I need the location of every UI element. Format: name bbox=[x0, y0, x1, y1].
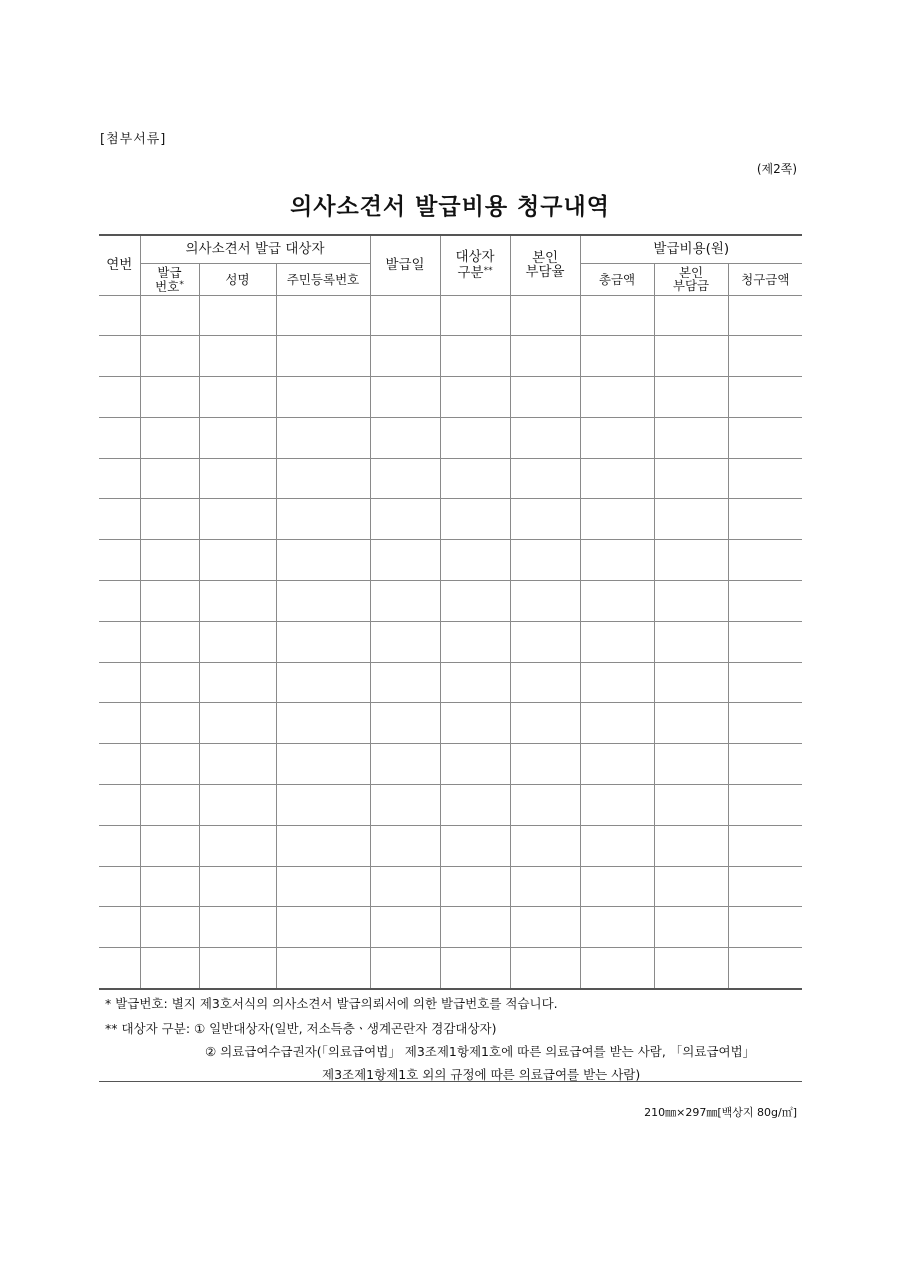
cell-copay-rate[interactable] bbox=[510, 458, 580, 499]
cell-name[interactable] bbox=[199, 703, 276, 744]
cell-claim[interactable] bbox=[728, 581, 802, 622]
cell-issue-date[interactable] bbox=[370, 295, 440, 336]
header-name: 성명 bbox=[199, 263, 276, 295]
header-issue-no-line2: 번호 bbox=[155, 278, 180, 294]
cell-copay[interactable] bbox=[654, 499, 728, 540]
cell-name[interactable] bbox=[199, 458, 276, 499]
cell-issue-no[interactable] bbox=[140, 581, 199, 622]
header-category-line2: 구분 bbox=[457, 265, 484, 282]
cell-issue-no[interactable] bbox=[140, 662, 199, 703]
cell-issue-no[interactable] bbox=[140, 785, 199, 826]
header-copay-rate bbox=[510, 235, 580, 295]
cell-issue-date[interactable] bbox=[370, 785, 440, 826]
header-category-mark: ** bbox=[483, 266, 493, 277]
cell-category[interactable] bbox=[440, 295, 510, 336]
cell-rrn[interactable] bbox=[276, 540, 370, 581]
cell-claim[interactable] bbox=[728, 785, 802, 826]
cell-category[interactable] bbox=[440, 540, 510, 581]
bottom-divider bbox=[99, 1081, 802, 1082]
note-category: ** 대상자 구분: ① 일반대상자(일반, 저소득층ㆍ생계곤란자 경감대상자) bbox=[105, 1021, 497, 1036]
cell-issue-date[interactable] bbox=[370, 825, 440, 866]
cell-issue-date[interactable] bbox=[370, 581, 440, 622]
cell-seq[interactable] bbox=[99, 866, 140, 907]
cell-issue-date[interactable] bbox=[370, 948, 440, 989]
cell-copay[interactable] bbox=[654, 825, 728, 866]
cell-total[interactable] bbox=[580, 621, 654, 662]
table-row bbox=[99, 825, 802, 866]
header-issue-no-line1: 발급 bbox=[157, 264, 182, 280]
cell-category[interactable] bbox=[440, 948, 510, 989]
cell-rrn[interactable] bbox=[276, 785, 370, 826]
cell-total[interactable] bbox=[580, 336, 654, 377]
cell-total[interactable] bbox=[580, 744, 654, 785]
cell-category[interactable] bbox=[440, 336, 510, 377]
header-issue-date: 발급일 bbox=[370, 235, 440, 295]
cell-claim[interactable] bbox=[728, 295, 802, 336]
cell-copay[interactable] bbox=[654, 295, 728, 336]
cell-issue-no[interactable] bbox=[140, 336, 199, 377]
cell-issue-no[interactable] bbox=[140, 621, 199, 662]
cell-issue-date[interactable] bbox=[370, 744, 440, 785]
cell-copay[interactable] bbox=[654, 662, 728, 703]
cell-seq[interactable] bbox=[99, 540, 140, 581]
cell-rrn[interactable] bbox=[276, 377, 370, 418]
cell-rrn[interactable] bbox=[276, 948, 370, 989]
cell-seq[interactable] bbox=[99, 499, 140, 540]
cell-category[interactable] bbox=[440, 703, 510, 744]
cell-seq[interactable] bbox=[99, 458, 140, 499]
cell-total[interactable] bbox=[580, 703, 654, 744]
cell-seq[interactable] bbox=[99, 295, 140, 336]
header-copay bbox=[654, 263, 728, 295]
cell-copay[interactable] bbox=[654, 336, 728, 377]
cell-rrn[interactable] bbox=[276, 458, 370, 499]
cell-seq[interactable] bbox=[99, 744, 140, 785]
cell-total[interactable] bbox=[580, 825, 654, 866]
cell-total[interactable] bbox=[580, 866, 654, 907]
note-issue-number: * 발급번호: 별지 제3호서식의 의사소견서 발급의뢰서에 의한 발급번호를 적습니다. bbox=[105, 996, 558, 1011]
cell-issue-date[interactable] bbox=[370, 621, 440, 662]
cell-total[interactable] bbox=[580, 295, 654, 336]
header-target-group: 의사소견서 발급 대상자 bbox=[140, 235, 370, 263]
cell-issue-date[interactable] bbox=[370, 866, 440, 907]
cell-name[interactable] bbox=[199, 499, 276, 540]
cell-seq[interactable] bbox=[99, 621, 140, 662]
cell-issue-no[interactable] bbox=[140, 377, 199, 418]
cell-copay[interactable] bbox=[654, 581, 728, 622]
cell-issue-date[interactable] bbox=[370, 417, 440, 458]
header-copay-line1: 본인 bbox=[678, 265, 704, 280]
cell-category[interactable] bbox=[440, 907, 510, 948]
cell-category[interactable] bbox=[440, 785, 510, 826]
cell-rrn[interactable] bbox=[276, 581, 370, 622]
cell-issue-date[interactable] bbox=[370, 907, 440, 948]
cell-issue-date[interactable] bbox=[370, 458, 440, 499]
cell-name[interactable] bbox=[199, 540, 276, 581]
header-copay-line2: 부담금 bbox=[672, 278, 710, 293]
cell-rrn[interactable] bbox=[276, 295, 370, 336]
header-rate-line1: 본인 bbox=[531, 250, 559, 267]
cell-seq[interactable] bbox=[99, 703, 140, 744]
cell-name[interactable] bbox=[199, 336, 276, 377]
cell-seq[interactable] bbox=[99, 785, 140, 826]
cell-claim[interactable] bbox=[728, 621, 802, 662]
cell-claim[interactable] bbox=[728, 662, 802, 703]
cell-rrn[interactable] bbox=[276, 866, 370, 907]
cell-claim[interactable] bbox=[728, 417, 802, 458]
header-rate-line2: 부담율 bbox=[525, 264, 565, 281]
cell-copay-rate[interactable] bbox=[510, 744, 580, 785]
cell-seq[interactable] bbox=[99, 581, 140, 622]
cell-total[interactable] bbox=[580, 458, 654, 499]
claim-table bbox=[99, 234, 802, 990]
cell-category[interactable] bbox=[440, 621, 510, 662]
table-row bbox=[99, 744, 802, 785]
header-category bbox=[440, 235, 510, 295]
header-rrn: 주민등록번호 bbox=[276, 263, 370, 295]
cell-copay[interactable] bbox=[654, 785, 728, 826]
cell-rrn[interactable] bbox=[276, 703, 370, 744]
cell-copay-rate[interactable] bbox=[510, 295, 580, 336]
cell-name[interactable] bbox=[199, 662, 276, 703]
cell-issue-no[interactable] bbox=[140, 703, 199, 744]
cell-rrn[interactable] bbox=[276, 621, 370, 662]
cell-name[interactable] bbox=[199, 825, 276, 866]
cell-copay-rate[interactable] bbox=[510, 336, 580, 377]
note-category-item2: ② 의료급여수급권자(「의료급여법」 제3조제1항제1호에 따른 의료급여를 받는 사람, 「의료급여법」 bbox=[205, 1044, 756, 1059]
cell-issue-no[interactable] bbox=[140, 417, 199, 458]
form-title: 의사소견서 발급비용 청구내역 bbox=[290, 194, 610, 220]
cell-copay[interactable] bbox=[654, 703, 728, 744]
cell-copay[interactable] bbox=[654, 458, 728, 499]
cell-name[interactable] bbox=[199, 621, 276, 662]
cell-claim[interactable] bbox=[728, 825, 802, 866]
table-body bbox=[99, 295, 802, 989]
cell-copay-rate[interactable] bbox=[510, 825, 580, 866]
cell-issue-no[interactable] bbox=[140, 866, 199, 907]
cell-copay-rate[interactable] bbox=[510, 785, 580, 826]
header-cost-group: 발급비용(원) bbox=[580, 235, 802, 263]
cell-issue-date[interactable] bbox=[370, 662, 440, 703]
table-row bbox=[99, 581, 802, 622]
table-row bbox=[99, 866, 802, 907]
cell-copay-rate[interactable] bbox=[510, 581, 580, 622]
cell-issue-date[interactable] bbox=[370, 703, 440, 744]
cell-total[interactable] bbox=[580, 907, 654, 948]
table-row bbox=[99, 785, 802, 826]
cell-issue-date[interactable] bbox=[370, 499, 440, 540]
cell-name[interactable] bbox=[199, 744, 276, 785]
cell-rrn[interactable] bbox=[276, 417, 370, 458]
header-issue-no-mark: * bbox=[179, 279, 184, 290]
table-row bbox=[99, 417, 802, 458]
header-total: 총금액 bbox=[580, 263, 654, 295]
cell-issue-date[interactable] bbox=[370, 336, 440, 377]
table-row bbox=[99, 295, 802, 336]
header-seq: 연번 bbox=[99, 235, 140, 295]
cell-category[interactable] bbox=[440, 581, 510, 622]
cell-copay[interactable] bbox=[654, 417, 728, 458]
cell-total[interactable] bbox=[580, 581, 654, 622]
table-row bbox=[99, 377, 802, 418]
cell-name[interactable] bbox=[199, 907, 276, 948]
table-row bbox=[99, 458, 802, 499]
table-row bbox=[99, 540, 802, 581]
cell-rrn[interactable] bbox=[276, 825, 370, 866]
cell-name[interactable] bbox=[199, 948, 276, 989]
cell-rrn[interactable] bbox=[276, 336, 370, 377]
cell-issue-date[interactable] bbox=[370, 377, 440, 418]
cell-category[interactable] bbox=[440, 377, 510, 418]
cell-copay-rate[interactable] bbox=[510, 377, 580, 418]
cell-category[interactable] bbox=[440, 866, 510, 907]
cell-claim[interactable] bbox=[728, 499, 802, 540]
attachment-label: [첨부서류] bbox=[100, 132, 167, 147]
cell-name[interactable] bbox=[199, 581, 276, 622]
cell-total[interactable] bbox=[580, 662, 654, 703]
note-category-item2-cont: 제3조제1항제1호 외의 규정에 따른 의료급여를 받는 사람) bbox=[322, 1067, 641, 1082]
table-row bbox=[99, 621, 802, 662]
cell-copay[interactable] bbox=[654, 621, 728, 662]
cell-copay-rate[interactable] bbox=[510, 662, 580, 703]
cell-category[interactable] bbox=[440, 825, 510, 866]
cell-name[interactable] bbox=[199, 866, 276, 907]
header-category-line1: 대상자 bbox=[455, 249, 495, 266]
cell-rrn[interactable] bbox=[276, 744, 370, 785]
table-row bbox=[99, 662, 802, 703]
cell-seq[interactable] bbox=[99, 825, 140, 866]
cell-copay-rate[interactable] bbox=[510, 499, 580, 540]
cell-issue-no[interactable] bbox=[140, 744, 199, 785]
cell-copay-rate[interactable] bbox=[510, 907, 580, 948]
header-issue-no bbox=[140, 263, 199, 295]
cell-copay-rate[interactable] bbox=[510, 417, 580, 458]
cell-claim[interactable] bbox=[728, 540, 802, 581]
paper-spec: 210㎜×297㎜[백상지 80g/㎡] bbox=[644, 1106, 797, 1119]
cell-name[interactable] bbox=[199, 417, 276, 458]
cell-category[interactable] bbox=[440, 417, 510, 458]
cell-copay-rate[interactable] bbox=[510, 866, 580, 907]
cell-copay[interactable] bbox=[654, 377, 728, 418]
cell-name[interactable] bbox=[199, 785, 276, 826]
cell-total[interactable] bbox=[580, 417, 654, 458]
cell-copay-rate[interactable] bbox=[510, 540, 580, 581]
cell-copay[interactable] bbox=[654, 907, 728, 948]
cell-total[interactable] bbox=[580, 499, 654, 540]
page-number: (제2쪽) bbox=[756, 162, 797, 176]
cell-seq[interactable] bbox=[99, 662, 140, 703]
cell-name[interactable] bbox=[199, 377, 276, 418]
table-row bbox=[99, 703, 802, 744]
cell-issue-no[interactable] bbox=[140, 540, 199, 581]
cell-name[interactable] bbox=[199, 295, 276, 336]
header-claim: 청구금액 bbox=[728, 263, 802, 295]
cell-seq[interactable] bbox=[99, 907, 140, 948]
cell-copay-rate[interactable] bbox=[510, 621, 580, 662]
cell-category[interactable] bbox=[440, 744, 510, 785]
cell-rrn[interactable] bbox=[276, 499, 370, 540]
cell-issue-no[interactable] bbox=[140, 499, 199, 540]
cell-claim[interactable] bbox=[728, 377, 802, 418]
cell-copay-rate[interactable] bbox=[510, 948, 580, 989]
cell-issue-no[interactable] bbox=[140, 295, 199, 336]
table-row bbox=[99, 948, 802, 989]
cell-seq[interactable] bbox=[99, 336, 140, 377]
cell-copay[interactable] bbox=[654, 948, 728, 989]
table-row bbox=[99, 907, 802, 948]
cell-issue-no[interactable] bbox=[140, 948, 199, 989]
cell-copay[interactable] bbox=[654, 540, 728, 581]
cell-copay[interactable] bbox=[654, 744, 728, 785]
cell-total[interactable] bbox=[580, 785, 654, 826]
cell-category[interactable] bbox=[440, 662, 510, 703]
cell-total[interactable] bbox=[580, 948, 654, 989]
cell-seq[interactable] bbox=[99, 377, 140, 418]
cell-claim[interactable] bbox=[728, 336, 802, 377]
cell-category[interactable] bbox=[440, 458, 510, 499]
cell-rrn[interactable] bbox=[276, 907, 370, 948]
cell-category[interactable] bbox=[440, 499, 510, 540]
cell-issue-no[interactable] bbox=[140, 458, 199, 499]
table-row bbox=[99, 336, 802, 377]
cell-claim[interactable] bbox=[728, 866, 802, 907]
cell-issue-no[interactable] bbox=[140, 825, 199, 866]
cell-copay[interactable] bbox=[654, 866, 728, 907]
table-row bbox=[99, 499, 802, 540]
cell-issue-date[interactable] bbox=[370, 540, 440, 581]
cell-issue-no[interactable] bbox=[140, 907, 199, 948]
cell-claim[interactable] bbox=[728, 458, 802, 499]
cell-copay-rate[interactable] bbox=[510, 703, 580, 744]
cell-total[interactable] bbox=[580, 540, 654, 581]
cell-claim[interactable] bbox=[728, 907, 802, 948]
cell-claim[interactable] bbox=[728, 948, 802, 989]
cell-claim[interactable] bbox=[728, 744, 802, 785]
cell-total[interactable] bbox=[580, 377, 654, 418]
cell-seq[interactable] bbox=[99, 417, 140, 458]
cell-seq[interactable] bbox=[99, 948, 140, 989]
cell-rrn[interactable] bbox=[276, 662, 370, 703]
cell-claim[interactable] bbox=[728, 703, 802, 744]
